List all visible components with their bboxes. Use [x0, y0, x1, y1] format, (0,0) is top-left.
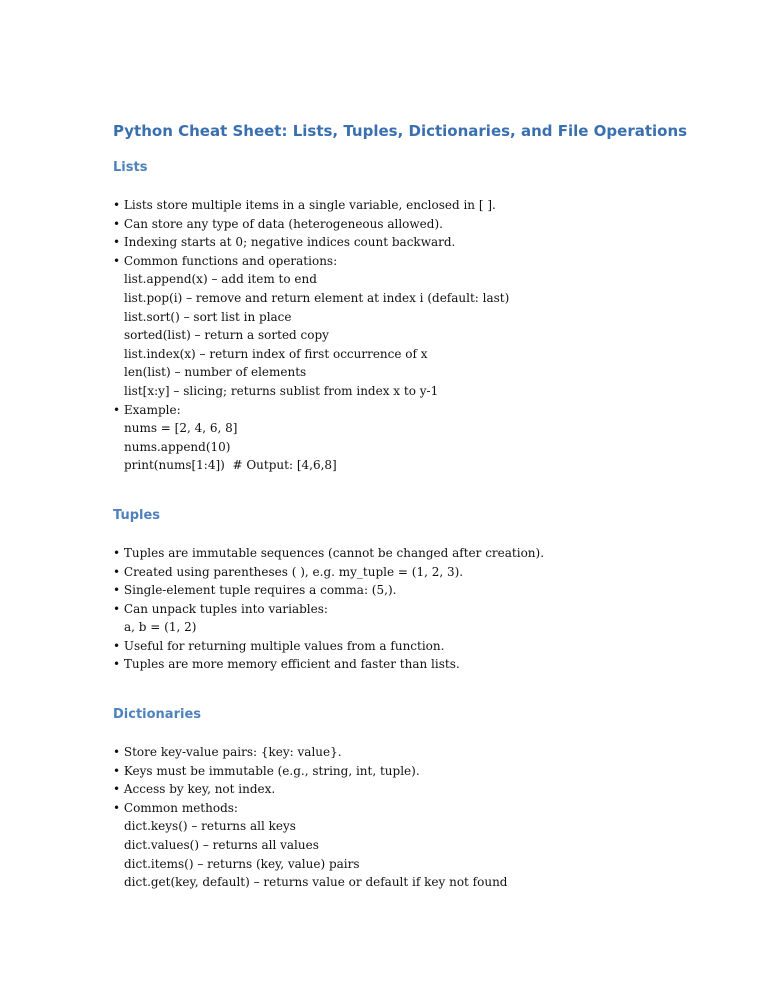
section-heading-tuples: Tuples — [113, 507, 161, 523]
bullet-line: • Common functions and operations: — [113, 253, 338, 268]
code-line: list.pop(i) – remove and return element at index i (default: last) — [124, 290, 510, 305]
code-line: nums.append(10) — [124, 439, 231, 454]
code-line: nums = [2, 4, 6, 8] — [124, 421, 238, 436]
section-heading-dictionaries: Dictionaries — [113, 707, 202, 723]
code-line: dict.get(key, default) – returns value or default if key not found — [124, 875, 508, 890]
bullet-line: • Keys must be immutable (e.g., string, int, tuple). — [113, 763, 420, 778]
bullet-line: • Lists store multiple items in a single variable, enclosed in [ ]. — [113, 198, 496, 212]
code-line: list[x:y] – slicing; returns sublist from index x to y-1 — [124, 383, 439, 398]
bullet-line: • Created using parentheses ( ), e.g. my_tuple = (1, 2, 3). — [113, 564, 464, 579]
code-line: print(nums[1:4]) # Output: [4,6,8] — [124, 458, 337, 473]
bullet-line: • Common methods: — [113, 800, 238, 815]
bullet-line: • Single-element tuple requires a comma: (5,). — [113, 583, 397, 598]
code-line: list.append(x) – add item to end — [124, 272, 317, 287]
section-heading-lists: Lists — [113, 160, 148, 175]
code-line: dict.items() – returns (key, value) pairs — [124, 856, 360, 871]
code-line: list.index(x) – return index of first occurrence of x — [124, 346, 428, 361]
section-dictionaries — [113, 705, 733, 892]
bullet-line: • Store key-value pairs: {key: value}. — [113, 745, 342, 760]
bullet-line: • Can store any type of data (heterogeneous allowed). — [113, 216, 443, 231]
code-line: dict.keys() – returns all keys — [124, 819, 296, 834]
bullet-line: • Access by key, not index. — [113, 782, 276, 797]
document-title: Python Cheat Sheet: Lists, Tuples, Dictionaries, and File Operations — [113, 122, 688, 140]
code-line: dict.values() – returns all values — [124, 838, 319, 853]
section-lists — [113, 158, 733, 475]
bullet-line: • Can unpack tuples into variables: — [113, 601, 328, 616]
bullet-line: • Tuples are immutable sequences (cannot be changed after creation). — [113, 545, 545, 560]
bullet-line: • Useful for returning multiple values from a function. — [113, 638, 445, 653]
bullet-line: • Indexing starts at 0; negative indices count backward. — [113, 235, 456, 250]
code-line: list.sort() – sort list in place — [124, 309, 292, 324]
code-line: sorted(list) – return a sorted copy — [124, 328, 329, 343]
code-line: len(list) – number of elements — [124, 365, 307, 380]
section-tuples — [113, 506, 733, 674]
bullet-line: • Tuples are more memory efficient and faster than lists. — [113, 657, 460, 672]
document-page — [113, 120, 733, 892]
bullet-line: • Example: — [113, 402, 181, 417]
code-line: a, b = (1, 2) — [124, 620, 197, 635]
